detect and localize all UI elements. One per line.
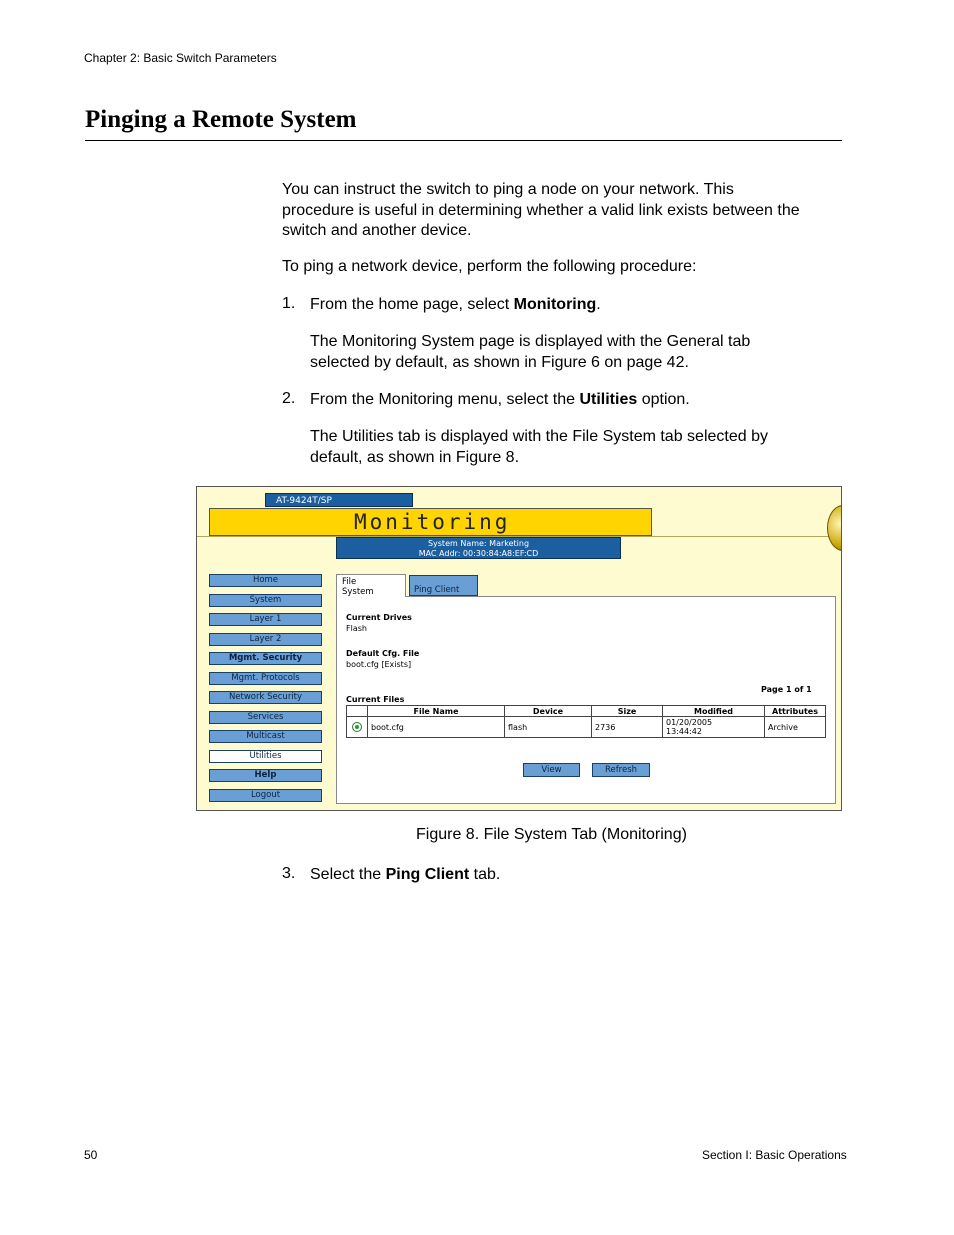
step-1-text: From the home page, select Monitoring. bbox=[310, 296, 601, 313]
intro-line: You can instruct the switch to ping a node on your network. This bbox=[282, 181, 734, 198]
nav-layer-1[interactable]: Layer 1 bbox=[209, 613, 322, 626]
nav-help[interactable]: Help bbox=[209, 769, 322, 782]
title-rule bbox=[85, 140, 842, 141]
nav-utilities[interactable]: Utilities bbox=[209, 750, 322, 763]
refresh-button[interactable]: Refresh bbox=[592, 763, 650, 777]
cell-file-name: boot.cfg bbox=[368, 717, 505, 738]
row-select-cell[interactable] bbox=[347, 717, 368, 738]
nav-logout[interactable]: Logout bbox=[209, 789, 322, 802]
radio-selected-icon[interactable] bbox=[352, 722, 362, 732]
step-number: 1. bbox=[282, 295, 296, 312]
step-number: 2. bbox=[282, 390, 296, 407]
page-number: 50 bbox=[84, 1148, 98, 1162]
step-3-bold: Ping Client bbox=[385, 866, 470, 883]
step-3-text: Select the Ping Client tab. bbox=[310, 866, 501, 883]
nav-layer-2[interactable]: Layer 2 bbox=[209, 633, 322, 646]
procedure-lead: To ping a network device, perform the following procedure: bbox=[282, 258, 697, 275]
system-name: System Name: Marketing bbox=[427, 539, 530, 548]
step-1-bold: Monitoring bbox=[513, 296, 597, 313]
table-header-row bbox=[347, 706, 826, 717]
intro-paragraph bbox=[282, 180, 800, 242]
default-cfg-value: boot.cfg [Exists] bbox=[346, 660, 412, 669]
view-button[interactable]: View bbox=[523, 763, 580, 777]
note-line: default, as shown in Figure 8. bbox=[310, 448, 520, 466]
step-2-bold: Utilities bbox=[579, 391, 638, 408]
nav-mgmt-security[interactable]: Mgmt. Security bbox=[209, 652, 322, 665]
model-tab: AT-9424T/SP bbox=[265, 493, 413, 507]
nav-home[interactable]: Home bbox=[209, 574, 322, 587]
modified-time: 13:44:42 bbox=[666, 727, 702, 736]
nav-mgmt-protocols[interactable]: Mgmt. Protocols bbox=[209, 672, 322, 685]
step-1-note bbox=[310, 332, 750, 373]
cell-attributes: Archive bbox=[765, 717, 826, 738]
nav-network-security[interactable]: Network Security bbox=[209, 691, 322, 704]
tab-file-system[interactable] bbox=[336, 574, 406, 597]
mac-addr: MAC Addr: 00:30:84:A8:EF:CD bbox=[418, 549, 539, 558]
col-size: Size bbox=[592, 706, 663, 717]
nav-multicast[interactable]: Multicast bbox=[209, 730, 322, 743]
step-number: 3. bbox=[282, 865, 296, 882]
banner-title: Monitoring bbox=[354, 510, 511, 534]
nav-system[interactable]: System bbox=[209, 594, 322, 607]
section-footer: Section I: Basic Operations bbox=[702, 1148, 847, 1162]
col-device: Device bbox=[505, 706, 592, 717]
current-files-label: Current Files bbox=[346, 695, 405, 704]
tab-label: File bbox=[342, 577, 357, 587]
default-cfg-label: Default Cfg. File bbox=[346, 649, 420, 658]
current-drives-value: Flash bbox=[346, 624, 367, 633]
tab-label: System bbox=[342, 587, 374, 597]
cell-modified bbox=[663, 717, 765, 738]
note-line: The Utilities tab is displayed with the File System tab selected by bbox=[310, 428, 768, 445]
content-panel bbox=[336, 596, 836, 804]
intro-line: switch and another device. bbox=[282, 222, 472, 239]
col-file-name: File Name bbox=[368, 706, 505, 717]
col-select bbox=[347, 706, 368, 717]
figure-screenshot bbox=[196, 486, 842, 811]
step-2-note bbox=[310, 427, 768, 468]
nav-services[interactable]: Services bbox=[209, 711, 322, 724]
modified-date: 01/20/2005 bbox=[666, 718, 713, 727]
globe-icon bbox=[827, 505, 842, 551]
note-line: The Monitoring System page is displayed with the General tab bbox=[310, 333, 751, 350]
files-table bbox=[346, 705, 826, 738]
note-line: selected by default, as shown in Figure 6 on page 42. bbox=[310, 353, 689, 371]
page-indicator: Page 1 of 1 bbox=[761, 685, 812, 694]
tab-ping-client[interactable]: Ping Client bbox=[409, 575, 478, 596]
current-drives-label: Current Drives bbox=[346, 613, 412, 622]
section-title: Pinging a Remote System bbox=[85, 106, 357, 133]
cell-device: flash bbox=[505, 717, 592, 738]
monitoring-banner bbox=[209, 508, 652, 536]
col-attributes: Attributes bbox=[765, 706, 826, 717]
running-header: Chapter 2: Basic Switch Parameters bbox=[84, 51, 277, 65]
figure-caption: Figure 8. File System Tab (Monitoring) bbox=[416, 826, 687, 843]
cell-size: 2736 bbox=[592, 717, 663, 738]
step-2-text: From the Monitoring menu, select the Utilities option. bbox=[310, 391, 690, 408]
table-row bbox=[347, 717, 826, 738]
system-info bbox=[336, 537, 621, 559]
col-modified: Modified bbox=[663, 706, 765, 717]
intro-line: procedure is useful in determining whether a valid link exists between the bbox=[282, 201, 800, 219]
